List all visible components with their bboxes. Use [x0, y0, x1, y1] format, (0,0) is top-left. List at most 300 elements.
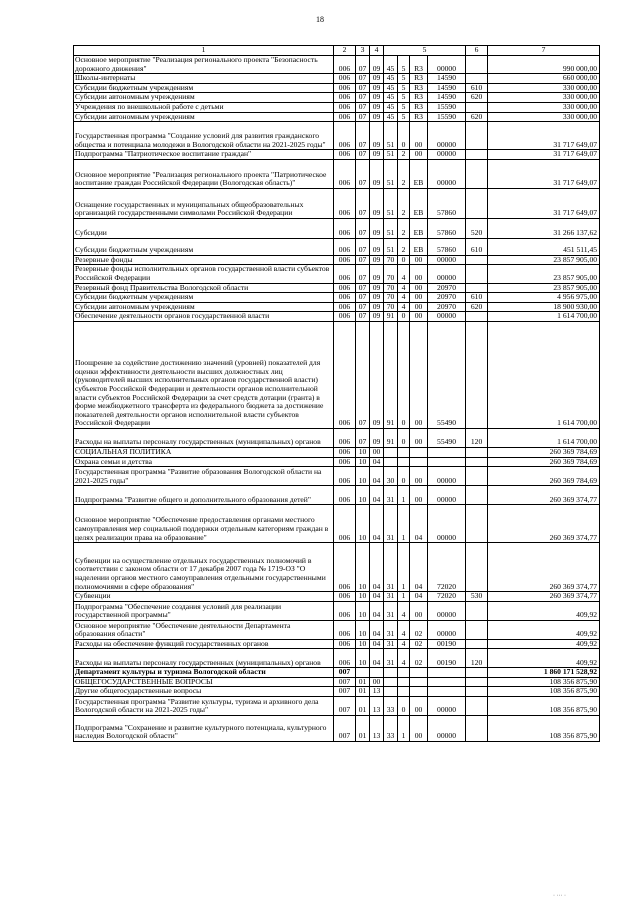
expense-type-cell: 610	[466, 293, 488, 303]
header-cell: 6	[466, 46, 488, 56]
target-code-part-cell: 02	[410, 639, 428, 649]
subsection-code-cell: 09	[370, 255, 384, 265]
target-code-part-cell: 02	[410, 620, 428, 639]
amount-cell: 31 717 649,07	[488, 122, 600, 150]
table-row	[74, 283, 600, 293]
target-code-part-cell: 0	[398, 697, 410, 716]
header-cell: 3	[356, 46, 370, 56]
row-name-cell: Оснащение государственных и муниципальных общеобразовательных организаций государственными символами Российской Федерации	[74, 188, 334, 218]
row-name-cell: Государственная программа "Развитие образования Вологодской области на 2021-2025 годы"	[74, 467, 334, 486]
admin-code-cell: 006	[334, 601, 356, 620]
table-row	[74, 93, 600, 103]
subsection-code-cell: 04	[370, 639, 384, 649]
target-code-part-cell: 5	[398, 102, 410, 112]
section-code-cell: 07	[356, 238, 370, 255]
target-code-part-cell: 2	[398, 159, 410, 188]
target-code-part-cell: 14590	[428, 93, 466, 103]
subsection-code-cell: 04	[370, 457, 384, 467]
target-code-part-cell: 02	[410, 649, 428, 668]
target-code-part-cell: 00	[410, 486, 428, 505]
expense-type-cell	[466, 687, 488, 697]
target-code-part-cell	[428, 447, 466, 457]
table-row	[74, 302, 600, 312]
section-code-cell: 07	[356, 150, 370, 160]
target-code-part-cell: R3	[410, 102, 428, 112]
amount-cell: 409,92	[488, 649, 600, 668]
subsection-code-cell: 04	[370, 467, 384, 486]
expense-type-cell	[466, 74, 488, 84]
row-name-cell: Субсидии	[74, 218, 334, 238]
row-name-cell: Другие общегосударственные вопросы	[74, 687, 334, 697]
subsection-code-cell: 00	[370, 677, 384, 687]
amount-cell: 409,92	[488, 601, 600, 620]
admin-code-cell: 006	[334, 74, 356, 84]
target-code-part-cell: 5	[398, 112, 410, 122]
target-code-part-cell: 00	[410, 293, 428, 303]
target-code-part-cell	[398, 668, 410, 678]
table-row	[74, 620, 600, 639]
section-code-cell: 07	[356, 302, 370, 312]
target-code-part-cell: 5	[398, 93, 410, 103]
admin-code-cell: 006	[334, 150, 356, 160]
expense-type-cell	[466, 620, 488, 639]
expense-type-cell	[466, 467, 488, 486]
target-code-part-cell: 00	[410, 601, 428, 620]
target-code-part-cell: 57860	[428, 218, 466, 238]
expense-type-cell	[466, 102, 488, 112]
section-code-cell: 10	[356, 649, 370, 668]
section-code-cell	[356, 668, 370, 678]
section-code-cell: 10	[356, 486, 370, 505]
admin-code-cell: 006	[334, 122, 356, 150]
target-code-part-cell: 00	[410, 283, 428, 293]
section-code-cell: 07	[356, 122, 370, 150]
target-code-part-cell: 20970	[428, 293, 466, 303]
expense-type-cell	[466, 265, 488, 283]
target-code-part-cell: 20970	[428, 283, 466, 293]
section-code-cell: 10	[356, 601, 370, 620]
scan-mark: · ··· ·	[553, 893, 566, 899]
amount-cell: 1 614 700,00	[488, 428, 600, 447]
target-code-part-cell: 1	[398, 592, 410, 602]
amount-cell: 1 614 700,00	[488, 312, 600, 322]
target-code-part-cell: 14590	[428, 83, 466, 93]
expense-type-cell	[466, 188, 488, 218]
header-cell: 2	[334, 46, 356, 56]
admin-code-cell: 006	[334, 218, 356, 238]
expense-type-cell: 620	[466, 93, 488, 103]
admin-code-cell: 006	[334, 112, 356, 122]
amount-cell: 108 356 875,90	[488, 697, 600, 716]
row-name-cell: Расходы на обеспечение функций государственных органов	[74, 639, 334, 649]
target-code-part-cell	[398, 687, 410, 697]
amount-cell: 23 857 905,00	[488, 283, 600, 293]
table-row	[74, 467, 600, 486]
section-code-cell: 07	[356, 428, 370, 447]
subsection-code-cell: 09	[370, 428, 384, 447]
header-cell: 7	[488, 46, 600, 56]
section-code-cell: 07	[356, 293, 370, 303]
section-code-cell: 07	[356, 188, 370, 218]
target-code-part-cell: 00000	[428, 505, 466, 543]
target-code-part-cell: 1	[398, 505, 410, 543]
target-code-part-cell: 5	[398, 83, 410, 93]
section-code-cell: 07	[356, 102, 370, 112]
subsection-code-cell: 04	[370, 543, 384, 592]
section-code-cell: 07	[356, 218, 370, 238]
expense-type-cell	[466, 697, 488, 716]
section-code-cell: 10	[356, 639, 370, 649]
amount-cell: 31 717 649,07	[488, 150, 600, 160]
target-code-part-cell: ЕВ	[410, 159, 428, 188]
target-code-part-cell	[428, 457, 466, 467]
target-code-part-cell: 00	[410, 716, 428, 742]
target-code-part-cell: 31	[384, 601, 398, 620]
expense-type-cell	[466, 312, 488, 322]
subsection-code-cell: 09	[370, 74, 384, 84]
section-code-cell: 01	[356, 677, 370, 687]
admin-code-cell: 007	[334, 677, 356, 687]
target-code-part-cell: 00000	[428, 56, 466, 74]
admin-code-cell: 006	[334, 93, 356, 103]
amount-cell: 260 369 784,69	[488, 447, 600, 457]
target-code-part-cell: 91	[384, 428, 398, 447]
target-code-part-cell	[384, 447, 398, 457]
row-name-cell: Государственная программа "Развитие культуры, туризма и архивного дела Вологодской области на 2021-2025 годы"	[74, 697, 334, 716]
target-code-part-cell: 70	[384, 255, 398, 265]
table-row	[74, 255, 600, 265]
target-code-part-cell: 31	[384, 620, 398, 639]
target-code-part-cell: 70	[384, 302, 398, 312]
admin-code-cell: 006	[334, 255, 356, 265]
target-code-part-cell	[428, 677, 466, 687]
row-name-cell: Поощрение за содействие достижению значений (уровней) показателей для оценки эффективности деятельности высших должностных лиц (руководителей высших исполнительных органов государственной власти) субъектов Российской Федерации и деятельности органов исполнительной власти субъектов Российской Федерации за счет средств дотации (гранта) в форме межбюджетного трансферта из федерального бюджета за достижение показателей деятельности органов исполнительной власти субъектов Российской Федерации	[74, 321, 334, 428]
section-code-cell: 10	[356, 447, 370, 457]
target-code-part-cell: 00000	[428, 159, 466, 188]
table-row	[74, 74, 600, 84]
target-code-part-cell: 00000	[428, 697, 466, 716]
row-name-cell: Школы-интернаты	[74, 74, 334, 84]
amount-cell: 1 614 700,00	[488, 321, 600, 428]
expense-type-cell	[466, 321, 488, 428]
row-name-cell: Основное мероприятие "Реализация регионального проекта "Патриотическое воспитание граждан Российской Федерации (Вологодская область)"	[74, 159, 334, 188]
row-name-cell: Основное мероприятие "Обеспечение предоставления органами местного самоуправления мер социальной поддержки отдельным категориям граждан в целях реализации права на образование"	[74, 505, 334, 543]
expense-type-cell	[466, 601, 488, 620]
expense-type-cell: 120	[466, 649, 488, 668]
target-code-part-cell: 04	[410, 592, 428, 602]
admin-code-cell: 007	[334, 668, 356, 678]
table-row	[74, 102, 600, 112]
target-code-part-cell: 91	[384, 312, 398, 322]
target-code-part-cell: 4	[398, 649, 410, 668]
subsection-code-cell: 09	[370, 302, 384, 312]
target-code-part-cell: ЕВ	[410, 238, 428, 255]
target-code-part-cell: 5	[398, 74, 410, 84]
target-code-part-cell: 00	[410, 697, 428, 716]
target-code-part-cell	[384, 668, 398, 678]
header-cell: 1	[74, 46, 334, 56]
admin-code-cell: 006	[334, 312, 356, 322]
expense-type-cell	[466, 447, 488, 457]
target-code-part-cell	[428, 668, 466, 678]
expense-type-cell	[466, 505, 488, 543]
table-body	[74, 56, 600, 742]
target-code-part-cell: 00000	[428, 122, 466, 150]
admin-code-cell: 006	[334, 83, 356, 93]
header-cell: 5	[384, 46, 466, 56]
admin-code-cell: 006	[334, 620, 356, 639]
amount-cell: 409,92	[488, 620, 600, 639]
subsection-code-cell: 04	[370, 601, 384, 620]
amount-cell: 260 369 784,69	[488, 457, 600, 467]
row-name-cell: Резервные фонды	[74, 255, 334, 265]
section-code-cell: 07	[356, 159, 370, 188]
table-row	[74, 639, 600, 649]
subsection-code-cell: 09	[370, 321, 384, 428]
subsection-code-cell: 04	[370, 592, 384, 602]
row-name-cell: Основное мероприятие "Реализация регионального проекта "Безопасность дорожного движения"	[74, 56, 334, 74]
target-code-part-cell	[410, 457, 428, 467]
amount-cell: 31 717 649,07	[488, 188, 600, 218]
target-code-part-cell: 2	[398, 150, 410, 160]
table-row	[74, 677, 600, 687]
target-code-part-cell: 00000	[428, 255, 466, 265]
target-code-part-cell: 72020	[428, 543, 466, 592]
target-code-part-cell: 15590	[428, 112, 466, 122]
section-code-cell: 01	[356, 687, 370, 697]
admin-code-cell: 006	[334, 649, 356, 668]
page-number: 18	[316, 15, 324, 24]
amount-cell: 23 857 905,00	[488, 255, 600, 265]
subsection-code-cell: 13	[370, 716, 384, 742]
expense-type-cell	[466, 122, 488, 150]
section-code-cell: 07	[356, 93, 370, 103]
amount-cell: 451 511,45	[488, 238, 600, 255]
amount-cell: 108 356 875,90	[488, 677, 600, 687]
target-code-part-cell: 4	[398, 293, 410, 303]
row-name-cell: Обеспечение деятельности органов государственной власти	[74, 312, 334, 322]
target-code-part-cell	[384, 687, 398, 697]
target-code-part-cell: R3	[410, 56, 428, 74]
table-row	[74, 687, 600, 697]
row-name-cell: Субсидии бюджетным учреждениям	[74, 293, 334, 303]
target-code-part-cell: 30	[384, 467, 398, 486]
target-code-part-cell	[410, 447, 428, 457]
subsection-code-cell: 09	[370, 102, 384, 112]
target-code-part-cell: 4	[398, 639, 410, 649]
target-code-part-cell: 70	[384, 293, 398, 303]
row-name-cell: СОЦИАЛЬНАЯ ПОЛИТИКА	[74, 447, 334, 457]
target-code-part-cell: 20970	[428, 302, 466, 312]
expense-type-cell	[466, 716, 488, 742]
subsection-code-cell: 09	[370, 218, 384, 238]
subsection-code-cell: 04	[370, 486, 384, 505]
admin-code-cell: 006	[334, 321, 356, 428]
target-code-part-cell: 31	[384, 592, 398, 602]
amount-cell: 330 000,00	[488, 93, 600, 103]
target-code-part-cell: 00000	[428, 312, 466, 322]
row-name-cell: Подпрограмма "Патриотическое воспитание граждан"	[74, 150, 334, 160]
table-row	[74, 668, 600, 678]
target-code-part-cell: 00	[410, 321, 428, 428]
section-code-cell: 10	[356, 457, 370, 467]
target-code-part-cell: 45	[384, 93, 398, 103]
expense-type-cell	[466, 486, 488, 505]
table-row	[74, 457, 600, 467]
target-code-part-cell: 0	[398, 255, 410, 265]
table-row	[74, 592, 600, 602]
section-code-cell: 07	[356, 255, 370, 265]
section-code-cell: 07	[356, 265, 370, 283]
table-row	[74, 56, 600, 74]
section-code-cell: 07	[356, 112, 370, 122]
target-code-part-cell: 45	[384, 102, 398, 112]
expense-type-cell	[466, 150, 488, 160]
target-code-part-cell: 4	[398, 283, 410, 293]
target-code-part-cell: 00	[410, 467, 428, 486]
target-code-part-cell	[428, 687, 466, 697]
target-code-part-cell: 0	[398, 312, 410, 322]
table-row	[74, 601, 600, 620]
section-code-cell: 10	[356, 620, 370, 639]
subsection-code-cell: 09	[370, 150, 384, 160]
target-code-part-cell: 5	[398, 56, 410, 74]
admin-code-cell: 007	[334, 697, 356, 716]
table-row	[74, 150, 600, 160]
row-name-cell: Основное мероприятие "Обеспечение деятельности Департамента образования области"	[74, 620, 334, 639]
table-row	[74, 83, 600, 93]
target-code-part-cell: 2	[398, 188, 410, 218]
row-name-cell: Субсидии бюджетным учреждениям	[74, 83, 334, 93]
amount-cell: 23 857 905,00	[488, 265, 600, 283]
amount-cell: 330 000,00	[488, 83, 600, 93]
subsection-code-cell: 09	[370, 112, 384, 122]
target-code-part-cell: 00	[410, 150, 428, 160]
admin-code-cell: 006	[334, 428, 356, 447]
target-code-part-cell	[384, 677, 398, 687]
expense-type-cell	[466, 159, 488, 188]
target-code-part-cell: 1	[398, 716, 410, 742]
target-code-part-cell: 45	[384, 112, 398, 122]
target-code-part-cell	[384, 457, 398, 467]
subsection-code-cell: 09	[370, 56, 384, 74]
subsection-code-cell: 04	[370, 505, 384, 543]
subsection-code-cell: 13	[370, 687, 384, 697]
target-code-part-cell: R3	[410, 74, 428, 84]
expense-type-cell	[466, 457, 488, 467]
target-code-part-cell: 0	[398, 467, 410, 486]
target-code-part-cell: 00	[410, 428, 428, 447]
admin-code-cell: 006	[334, 467, 356, 486]
target-code-part-cell: 51	[384, 150, 398, 160]
row-name-cell: Субсидии автономным учреждениям	[74, 302, 334, 312]
target-code-part-cell: 45	[384, 74, 398, 84]
target-code-part-cell: 00000	[428, 620, 466, 639]
expense-type-cell: 610	[466, 83, 488, 93]
expense-type-cell	[466, 56, 488, 74]
row-name-cell: Субсидии бюджетным учреждениям	[74, 238, 334, 255]
admin-code-cell: 006	[334, 505, 356, 543]
table-row	[74, 543, 600, 592]
target-code-part-cell: 57860	[428, 188, 466, 218]
target-code-part-cell	[398, 447, 410, 457]
admin-code-cell: 006	[334, 293, 356, 303]
admin-code-cell: 006	[334, 543, 356, 592]
section-code-cell: 07	[356, 74, 370, 84]
admin-code-cell: 007	[334, 687, 356, 697]
target-code-part-cell: 55490	[428, 428, 466, 447]
target-code-part-cell: 33	[384, 697, 398, 716]
amount-cell: 1 860 171 528,92	[488, 668, 600, 678]
subsection-code-cell: 09	[370, 83, 384, 93]
section-code-cell: 07	[356, 321, 370, 428]
target-code-part-cell: 2	[398, 238, 410, 255]
table-row	[74, 321, 600, 428]
target-code-part-cell: 00000	[428, 716, 466, 742]
admin-code-cell: 006	[334, 188, 356, 218]
row-name-cell: Субвенции на осуществление отдельных государственных полномочий в соответствии с законом области от 17 декабря 2007 года № 1719-ОЗ "О наделении органов местного самоуправления отдельными государственными полномочиями в сфере образования"	[74, 543, 334, 592]
amount-cell: 31 266 137,62	[488, 218, 600, 238]
target-code-part-cell	[398, 457, 410, 467]
subsection-code-cell: 00	[370, 447, 384, 457]
subsection-code-cell: 04	[370, 620, 384, 639]
target-code-part-cell: 70	[384, 265, 398, 283]
target-code-part-cell: 00	[410, 312, 428, 322]
row-name-cell: Субсидии автономным учреждениям	[74, 112, 334, 122]
budget-table	[73, 45, 600, 742]
target-code-part-cell: R3	[410, 93, 428, 103]
expense-type-cell: 530	[466, 592, 488, 602]
amount-cell: 260 369 374,77	[488, 592, 600, 602]
subsection-code-cell: 09	[370, 159, 384, 188]
row-name-cell: Расходы на выплаты персоналу государственных (муниципальных) органов	[74, 428, 334, 447]
target-code-part-cell: 00190	[428, 649, 466, 668]
amount-cell: 18 900 930,00	[488, 302, 600, 312]
amount-cell: 660 000,00	[488, 74, 600, 84]
subsection-code-cell	[370, 668, 384, 678]
target-code-part-cell: 51	[384, 122, 398, 150]
target-code-part-cell: 00	[410, 255, 428, 265]
target-code-part-cell: 04	[410, 543, 428, 592]
admin-code-cell: 006	[334, 447, 356, 457]
amount-cell: 330 000,00	[488, 102, 600, 112]
target-code-part-cell: 4	[398, 620, 410, 639]
amount-cell: 260 369 374,77	[488, 543, 600, 592]
target-code-part-cell: 0	[398, 122, 410, 150]
row-name-cell: Учреждения по внешкольной работе с детьми	[74, 102, 334, 112]
amount-cell: 31 717 649,07	[488, 159, 600, 188]
target-code-part-cell: 1	[398, 486, 410, 505]
row-name-cell: Субсидии автономным учреждениям	[74, 93, 334, 103]
table-row	[74, 447, 600, 457]
admin-code-cell: 006	[334, 592, 356, 602]
table-row	[74, 238, 600, 255]
target-code-part-cell	[398, 677, 410, 687]
row-name-cell: Подпрограмма "Сохранение и развитие культурного потенциала, культурного наследия Вологодской области"	[74, 716, 334, 742]
target-code-part-cell: 4	[398, 601, 410, 620]
target-code-part-cell: 00	[410, 302, 428, 312]
expense-type-cell	[466, 283, 488, 293]
target-code-part-cell: 31	[384, 639, 398, 649]
target-code-part-cell: 51	[384, 159, 398, 188]
table-row	[74, 188, 600, 218]
amount-cell: 990 000,00	[488, 56, 600, 74]
target-code-part-cell: 31	[384, 543, 398, 592]
table-row	[74, 697, 600, 716]
target-code-part-cell: 51	[384, 238, 398, 255]
row-name-cell: Государственная программа "Создание условий для развития гражданского общества и потенциала молодежи в Вологодской области на 2021-2025 годы"	[74, 122, 334, 150]
target-code-part-cell: 70	[384, 283, 398, 293]
